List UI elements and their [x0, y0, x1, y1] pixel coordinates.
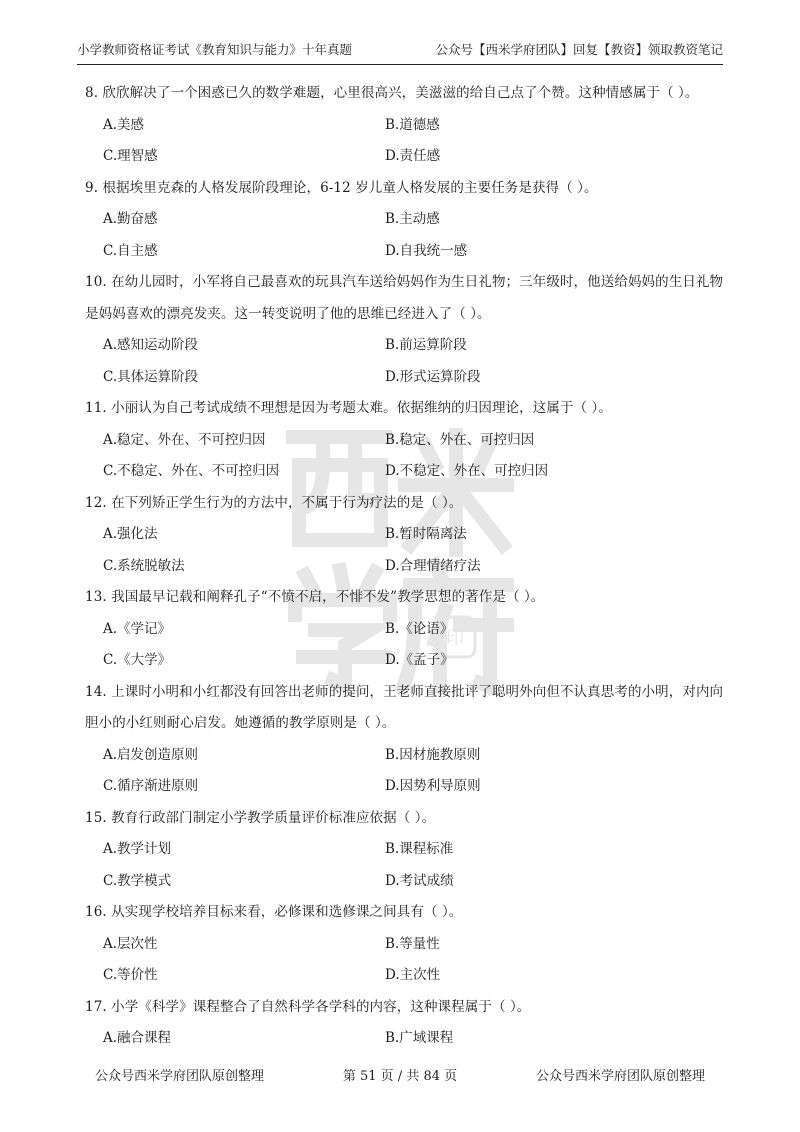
option-a: A.融合课程: [103, 1030, 172, 1046]
question-16: 16. 从实现学校培养目标来看，必修课和选修课之间具有（ ）。: [85, 904, 463, 920]
options-row: [85, 645, 725, 677]
option-c: C.循序渐进原则: [103, 778, 199, 794]
option-c: C.等价性: [103, 967, 158, 983]
option-a: A.稳定、外在、不可控归因: [103, 431, 266, 448]
options-row: [85, 362, 725, 394]
options-row: [85, 866, 725, 898]
question-14: 14. 上课时小明和小红都没有回答出老师的提问，王老师直接批评了聪明外向但不认真思考的小明，对内向胆小的小红则耐心启发。她遵循的教学原则是（ ）。: [85, 683, 724, 731]
question-10: 10. 在幼儿园时，小军将自己最喜欢的玩具汽车送给妈妈作为生日礼物；三年级时，他送给妈妈的生日礼物是妈妈喜欢的漂亮发夹。这一转变说明了他的思维已经进入了（ ）。: [85, 274, 724, 322]
header-promo: 公众号【西米学府团队】回复【教资】领取教资笔记: [435, 42, 723, 57]
option-a: A.感知运动阶段: [103, 337, 199, 353]
option-c: C.自主感: [103, 242, 158, 259]
options-row: [85, 456, 725, 488]
option-b: B.主动感: [385, 211, 440, 227]
options-row: [85, 425, 725, 457]
option-b: B.道德感: [385, 116, 440, 133]
question-list: [85, 78, 725, 1055]
page-header: [77, 40, 723, 65]
header-title: 小学教师资格证考试《教育知识与能力》十年真题: [77, 42, 353, 57]
option-a: A.强化法: [103, 526, 158, 542]
footer-right-credit: 公众号西米学府团队原创整理: [535, 1069, 705, 1084]
options-row: [85, 236, 725, 268]
question-12: 12. 在下列矫正学生行为的方法中，不属于行为疗法的是（ ）。: [85, 494, 463, 511]
option-d: D.责任感: [385, 148, 441, 164]
option-a: A.启发创造原则: [103, 746, 199, 763]
option-b: B.因材施教原则: [385, 746, 481, 763]
question-15: 15. 教育行政部门制定小学教学质量评价标准应依据（ ）。: [85, 809, 436, 826]
option-c: C.系统脱敏法: [103, 557, 185, 574]
option-a: A.教学计划: [103, 841, 172, 857]
option-c: C.理智感: [103, 148, 158, 164]
question-11: 11. 小丽认为自己考试成绩不理想是因为考题太难。依据维纳的归因理论，这属于（ ）。: [85, 400, 613, 416]
option-d: D.因势利导原则: [385, 778, 481, 794]
question-9: 9. 根据埃里克森的人格发展阶段理论，6-12 岁儿童人格发展的主要任务是获得（ ）。: [85, 179, 598, 196]
option-d: D.合理情绪疗法: [385, 557, 481, 574]
page-number: 第 51 页 / 共 84 页: [342, 1069, 458, 1084]
option-b: B.课程标准: [385, 841, 454, 857]
options-row: [85, 330, 725, 362]
question-8: 8. 欣欣解决了一个困惑已久的数学难题，心里很高兴，美滋滋的给自己点了个赞。这种情感属于（ ）。: [85, 85, 699, 101]
option-d: D.形式运算阶段: [385, 368, 481, 385]
question-17: 17. 小学《科学》课程整合了自然科学各学科的内容，这种课程属于（ ）。: [85, 998, 531, 1015]
options-row: [85, 740, 725, 772]
option-d: D.主次性: [385, 967, 441, 983]
page-footer: [95, 1067, 705, 1087]
option-b: B.暂时隔离法: [385, 526, 467, 542]
option-a: A.层次性: [103, 935, 158, 952]
option-b: B.广域课程: [385, 1030, 454, 1046]
option-b: B.前运算阶段: [385, 337, 467, 353]
option-b: B.等量性: [385, 935, 440, 952]
options-row: [85, 960, 725, 992]
options-row: [85, 614, 725, 646]
option-a: A.《学记》: [103, 620, 172, 637]
option-d: D.自我统一感: [385, 242, 468, 259]
option-d: D.不稳定、外在、可控归因: [385, 463, 549, 479]
option-a: A.美感: [103, 116, 145, 133]
option-d: D.《孟子》: [385, 652, 454, 668]
option-b: B.《论语》: [385, 620, 454, 637]
options-row: [85, 204, 725, 236]
footer-left-credit: 公众号西米学府团队原创整理: [95, 1069, 265, 1084]
option-d: D.考试成绩: [385, 872, 454, 889]
options-row: [85, 929, 725, 961]
question-13: 13. 我国最早记载和阐释孔子“不愤不启，不悱不发”教学思想的著作是（ ）。: [85, 589, 545, 605]
option-c: C.《大学》: [103, 652, 172, 668]
options-row: [85, 141, 725, 173]
option-b: B.稳定、外在、可控归因: [385, 431, 535, 448]
options-row: [85, 771, 725, 803]
options-row: [85, 834, 725, 866]
options-row: [85, 519, 725, 551]
option-c: C.具体运算阶段: [103, 368, 199, 385]
options-row: [85, 551, 725, 583]
options-row: [85, 1023, 725, 1055]
option-a: A.勤奋感: [103, 211, 158, 227]
option-c: C.教学模式: [103, 872, 172, 889]
options-row: [85, 110, 725, 142]
option-c: C.不稳定、外在、不可控归因: [103, 463, 280, 479]
svg-text:印: 印: [446, 628, 464, 649]
